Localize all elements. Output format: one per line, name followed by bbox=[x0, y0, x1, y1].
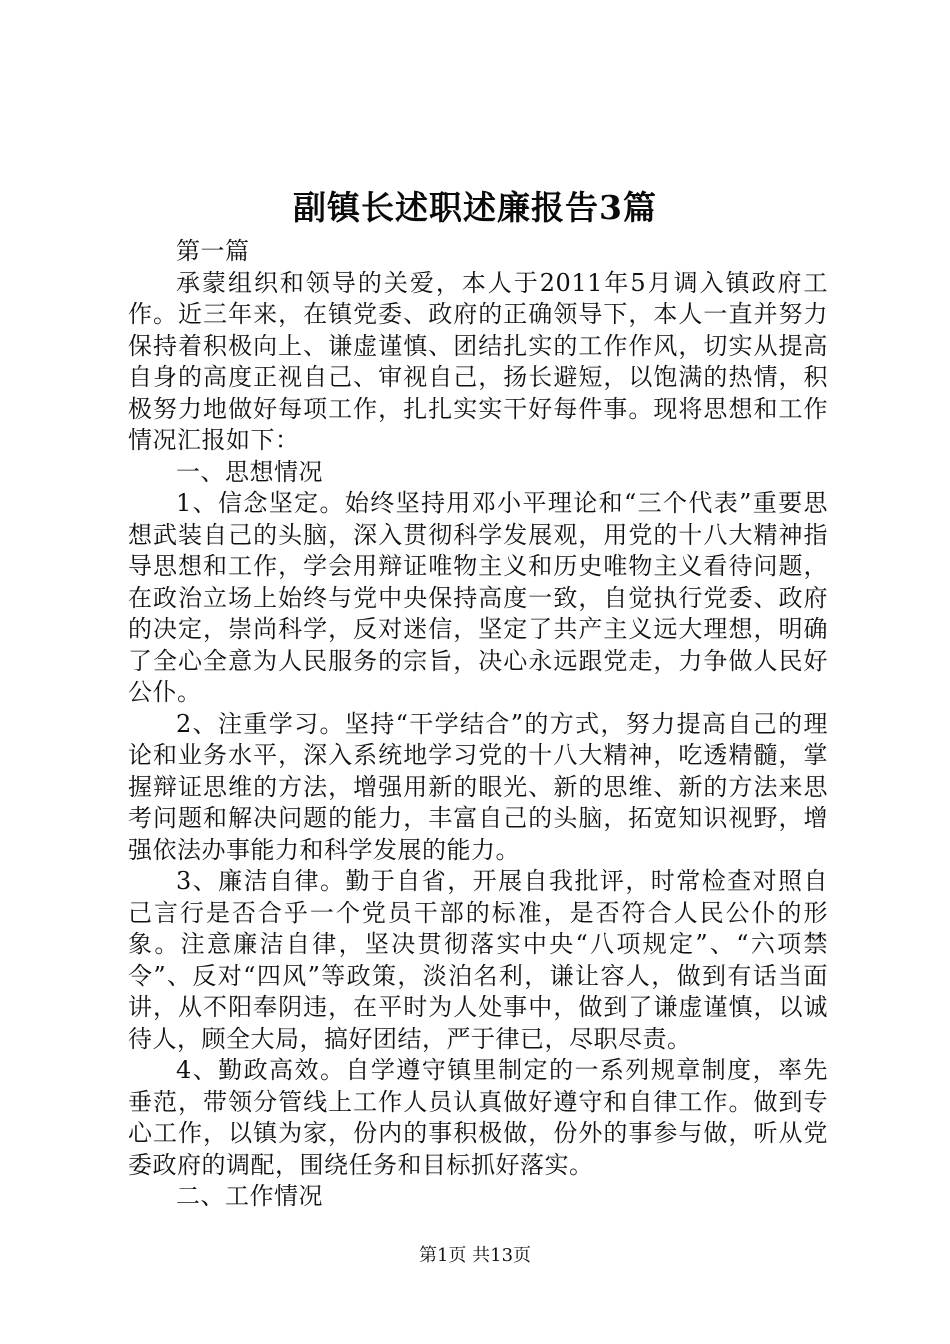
page-number-footer: 第1页 共13页 bbox=[418, 1245, 532, 1266]
section-heading-thought: 一、思想情况 bbox=[176, 457, 323, 486]
intro-paragraph: 承蒙组织和领导的关爱，本人于2011年5月调入镇政府工作。近三年来，在镇党委、政府的正确领导下，本人一直并努力保持着积极向上、谦虚谨慎、团结扎实的工作作风，切实从提高自身的高度正视自己、审视自己，扬长避短，以饱满的热情，积极努力地做好每项工作，扎扎实实干好每件事。现将思想和工作情况汇报如下： bbox=[128, 268, 828, 454]
section-heading-work: 二、工作情况 bbox=[176, 1182, 323, 1210]
paragraph-integrity: 3、廉洁自律。勤于自省，开展自我批评，时常检查对照自己言行是否合乎一个党员干部的标准，是否符合人民公仆的形象。注意廉洁自律，坚决贯彻落实中央“八项规定”、“六项禁令”、反对“四风”等政策，淡泊名利，谦让容人，做到有话当面讲，从不阳奉阴违，在平时为人处事中，做到了谦虚谨慎，以诚待人，顾全大局，搞好团结，严于律已，尽职尽责。 bbox=[128, 867, 828, 1053]
paragraph-efficiency: 4、勤政高效。自学遵守镇里制定的一系列规章制度，率先垂范，带领分管线上工作人员认真做好遵守和自律工作。做到专心工作，以镇为家，份内的事积极做，份外的事参与做，听从党委政府的调配，围绕任务和目标抓好落实。 bbox=[128, 1056, 828, 1179]
document-title: 副镇长述职述廉报告3篇 bbox=[293, 188, 657, 227]
paragraph-study: 2、注重学习。坚持“干学结合”的方式，努力提高自己的理论和业务水平，深入系统地学习党的十八大精神，吃透精髓，掌握辩证思维的方法，增强用新的眼光、新的思维、新的方法来思考问题和解决问题的能力，丰富自己的头脑，拓宽知识视野，增强依法办事能力和科学发展的能力。 bbox=[128, 709, 828, 864]
document-body bbox=[128, 236, 828, 1213]
section-heading-part-one: 第一篇 bbox=[176, 237, 250, 265]
paragraph-firm-belief: 1、信念坚定。始终坚持用邓小平理论和“三个代表”重要思想武装自己的头脑，深入贯彻科学发展观，用党的十八大精神指导思想和工作，学会用辩证唯物主义和历史唯物主义看待问题，在政治立场上始终与党中央保持高度一致，自觉执行党委、政府的决定，崇尚科学，反对迷信，坚定了共产主义远大理想，明确了全心全意为人民服务的宗旨，决心永远跟党走，力争做人民好公仆。 bbox=[128, 489, 828, 706]
